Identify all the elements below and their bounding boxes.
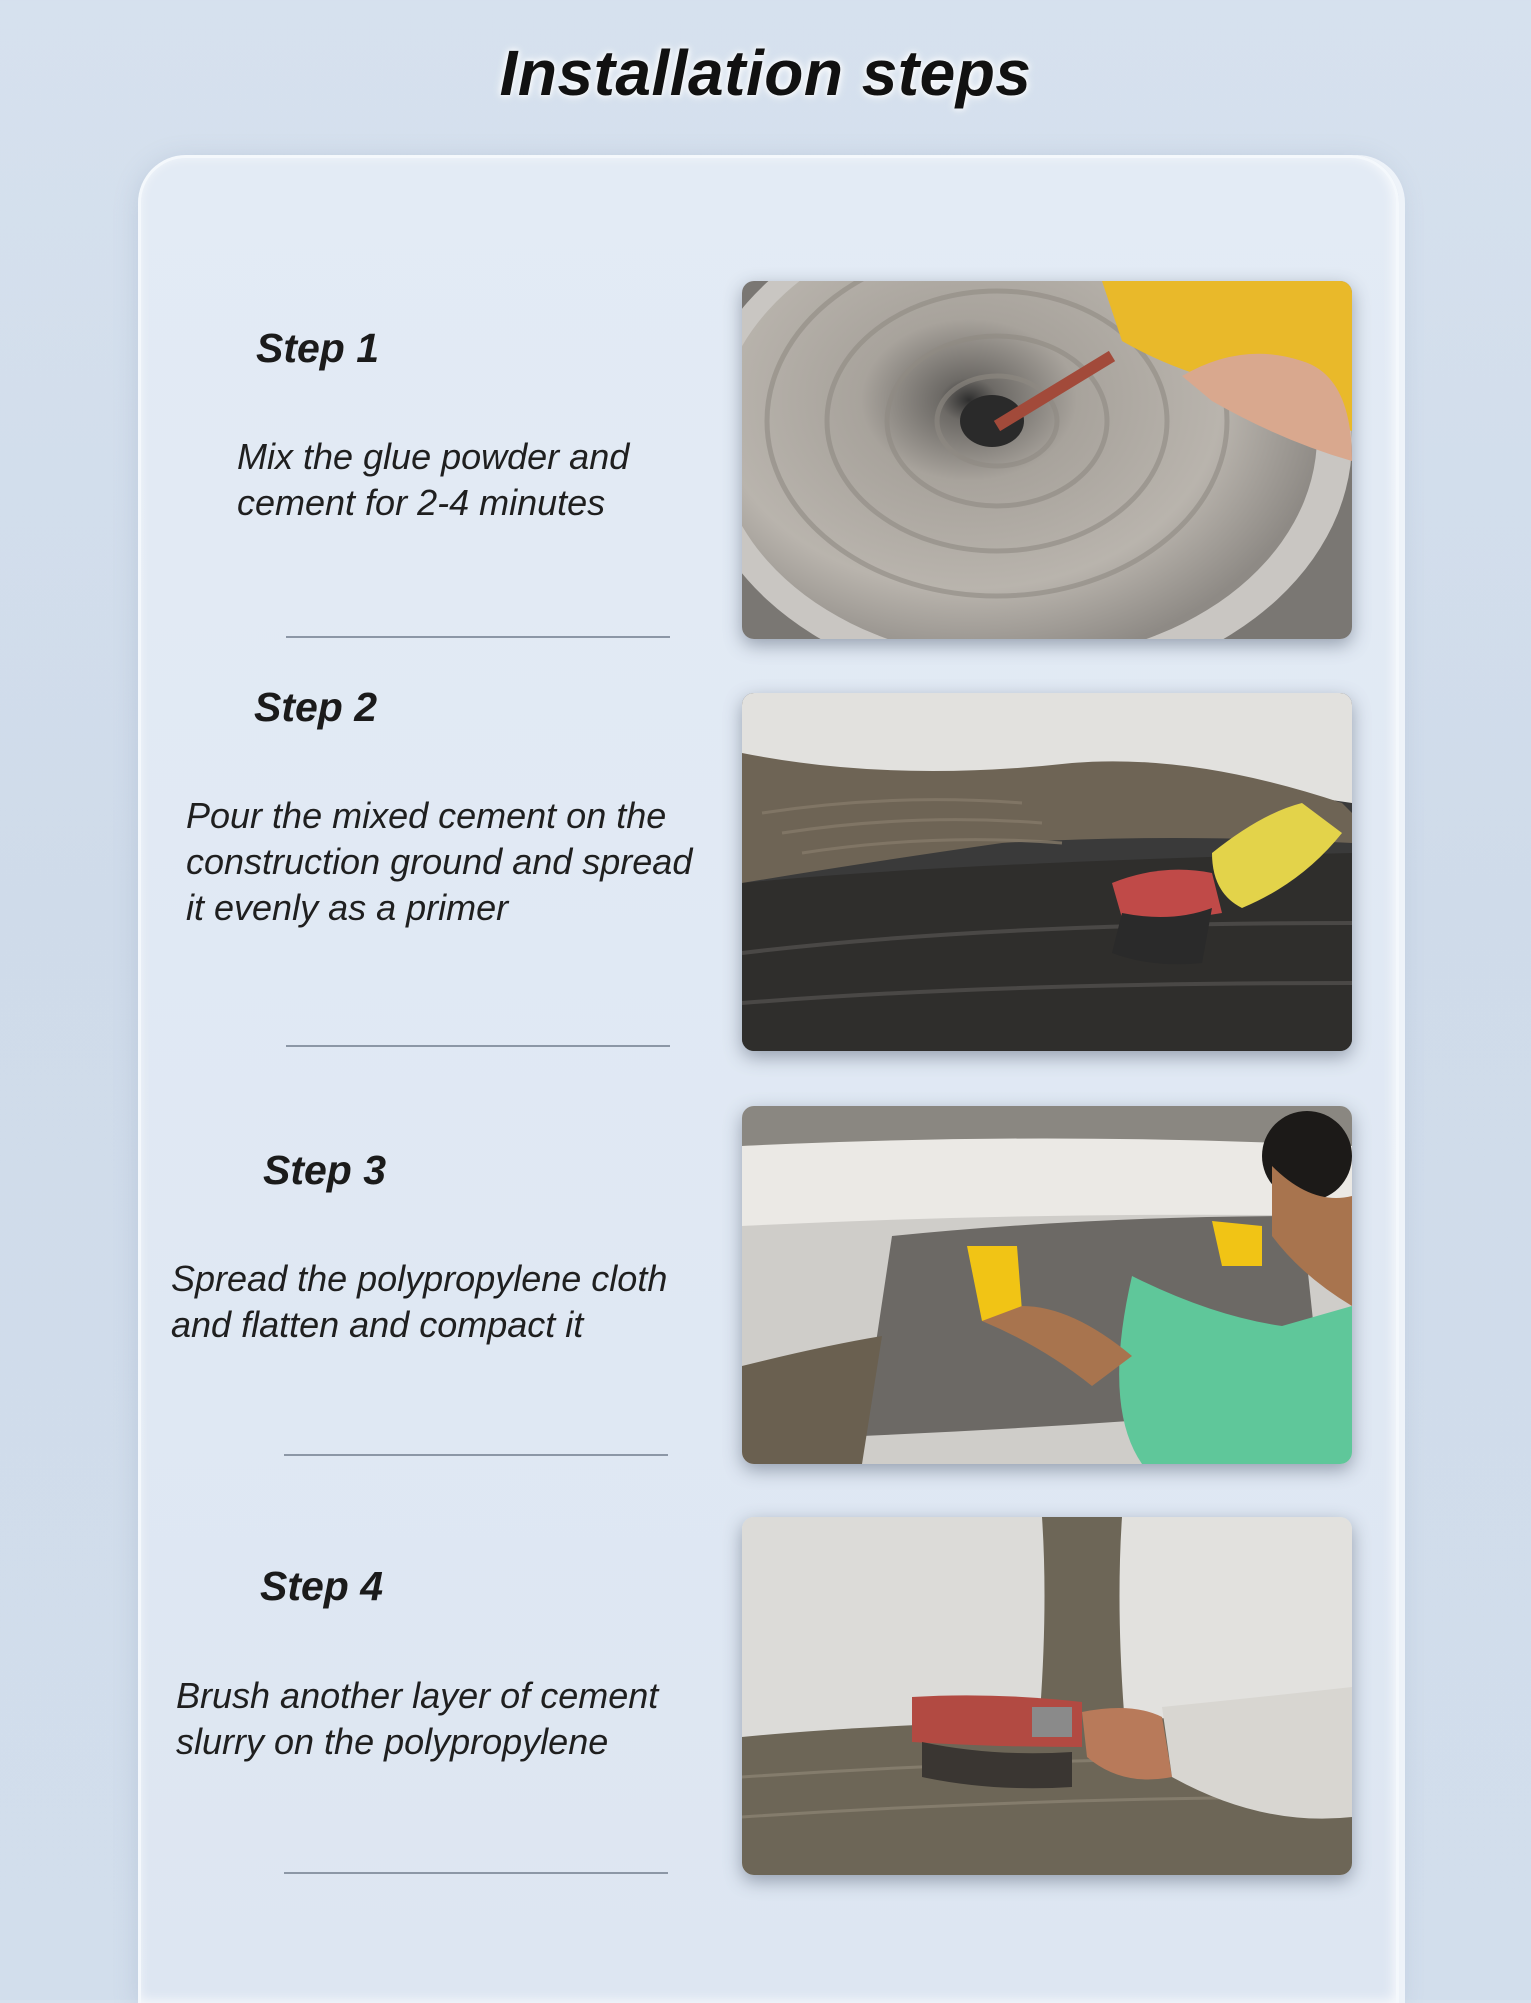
step-4-title: Step 4 xyxy=(260,1563,384,1609)
step-3-line-2: and flatten and compact it xyxy=(171,1304,584,1345)
step-2-photo xyxy=(742,693,1352,1051)
step-1-line-2: cement for 2-4 minutes xyxy=(237,482,606,523)
step-3-divider xyxy=(284,1454,668,1456)
step-2-line-2: construction ground and spread xyxy=(186,841,693,882)
page-title: Installation steps xyxy=(499,37,1032,109)
step-4-description xyxy=(176,1673,736,1765)
step-2-divider xyxy=(286,1045,670,1047)
step-1-title: Step 1 xyxy=(256,325,380,371)
spreading-primer-photo xyxy=(742,693,1352,1051)
step-4-divider xyxy=(284,1872,668,1874)
step-1-line-1: Mix the glue powder and xyxy=(237,436,630,477)
step-3-photo xyxy=(742,1106,1352,1464)
step-4-line-2: slurry on the polypropylene xyxy=(176,1721,609,1762)
step-3-line-1: Spread the polypropylene cloth xyxy=(171,1258,668,1299)
brushing-slurry-photo xyxy=(742,1517,1352,1875)
step-3-title: Step 3 xyxy=(263,1147,387,1193)
step-2-title: Step 2 xyxy=(254,684,378,730)
step-4-photo xyxy=(742,1517,1352,1875)
laying-cloth-photo xyxy=(742,1106,1352,1464)
step-1-description xyxy=(237,434,797,526)
step-2-line-3: it evenly as a primer xyxy=(186,887,509,928)
step-2-line-1: Pour the mixed cement on the xyxy=(186,795,667,836)
step-1-photo xyxy=(742,281,1352,639)
step-4-line-1: Brush another layer of cement xyxy=(176,1675,659,1716)
step-3-description xyxy=(171,1256,731,1348)
mixing-cement-photo xyxy=(742,281,1352,639)
step-1-divider xyxy=(286,636,670,638)
step-2-description xyxy=(186,793,746,931)
